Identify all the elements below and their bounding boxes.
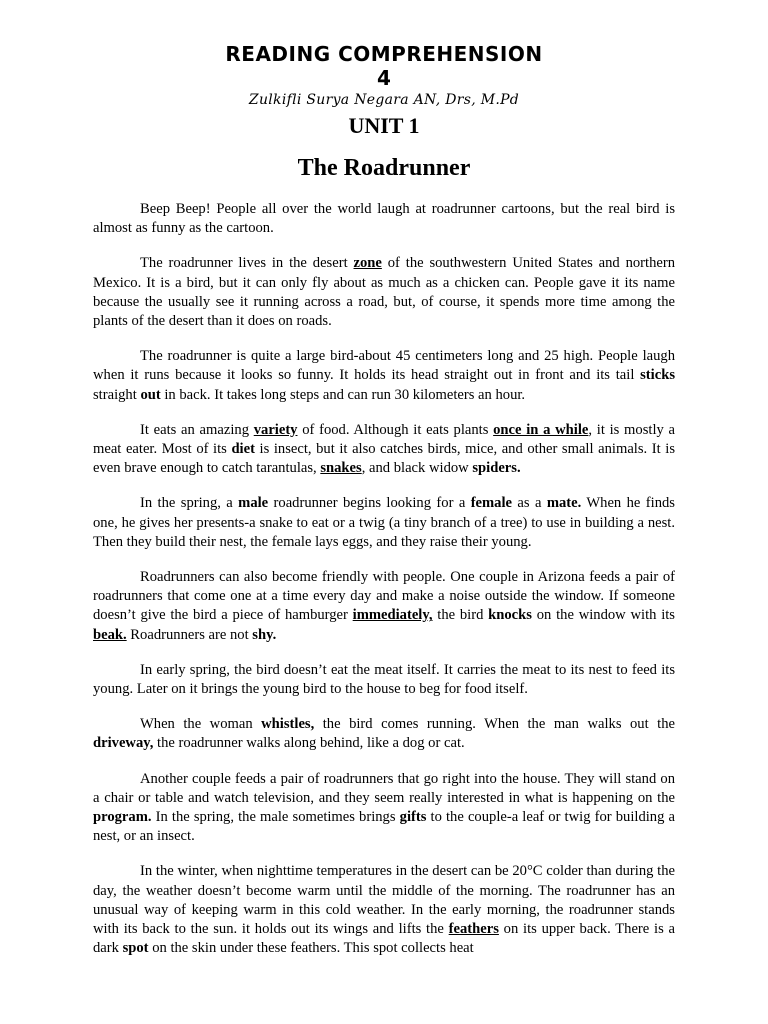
paragraph-text: In the spring, a	[140, 495, 239, 512]
paragraph-text: the roadrunner walks along behind, like a dog or cat.	[153, 735, 465, 752]
vocabulary-word: female	[470, 495, 513, 512]
vocabulary-word: mate.	[546, 495, 582, 512]
paragraph	[93, 421, 675, 479]
paragraph	[93, 494, 675, 552]
vocabulary-word: sticks	[640, 367, 675, 384]
paragraph	[93, 715, 675, 753]
paragraph-text: straight	[93, 386, 141, 403]
vocabulary-word: diet	[231, 441, 255, 458]
paragraph-text: The roadrunner lives in the desert	[140, 255, 354, 272]
vocabulary-word: male	[238, 495, 269, 512]
reading-passage	[93, 200, 675, 975]
paragraph-text: Roadrunners can also become friendly with people. One couple in Arizona feeds a pair of roadrunners that come one at a time every day and make a noise outside the window. If someone doesn’t give the bird a piece of hamburger	[93, 569, 675, 624]
vocabulary-word: variety	[253, 421, 298, 438]
paragraph-text: In early spring, the bird doesn’t eat the meat itself. It carries the meat to its nest to feed its young. Later on it brings the young bird to the house to beg for food itself.	[93, 661, 675, 698]
vocabulary-word: spiders.	[472, 460, 521, 477]
paragraph-text: , and black widow	[361, 460, 473, 477]
vocabulary-word: knocks	[488, 607, 532, 624]
paragraph-text: of the southwestern United States and northern Mexico. It is a bird, but it can only fly about as much as a chicken can. People gave it its name because the usually see it running across a road, but, of course, it spends more time among the plants of the desert than it does on roads.	[93, 255, 676, 330]
paragraph	[93, 661, 675, 699]
vocabulary-word: once in a while	[493, 421, 589, 438]
course-number: 4	[377, 66, 391, 90]
vocabulary-word: driveway,	[93, 735, 154, 752]
paragraph	[93, 200, 675, 238]
vocabulary-word: snakes	[320, 460, 362, 477]
paragraph-text: When he finds one, he gives her presents-a snake to eat or a twig (a tiny branch of a tree) to use in building a nest. Then they build their nest, the female lays eggs, and they raise their young.	[93, 495, 675, 550]
vocabulary-word: shy.	[252, 626, 277, 643]
paragraph-text: Another couple feeds a pair of roadrunners that go right into the house. They will stand on a chair or table and watch television, and they seem really interested in what is happening on the	[93, 770, 675, 806]
paragraph	[93, 770, 675, 847]
paragraph-text: It eats an amazing	[140, 421, 254, 438]
paragraph-text: is insect, but it also catches birds, mice, and other small animals. It is even brave enough to catch tarantulas,	[93, 441, 675, 477]
unit-heading: UNIT 1	[348, 113, 420, 138]
vocabulary-word: whistles,	[261, 716, 315, 733]
vocabulary-word: zone	[353, 255, 382, 272]
paragraph-text: Roadrunners are not	[126, 626, 253, 643]
vocabulary-word: spot	[122, 940, 149, 957]
paragraph-text: The roadrunner is quite a large bird-about 45 centimeters long and 25 high. People laugh when it runs because it looks so funny. It holds its head straight out in front and its tail	[93, 348, 675, 384]
vocabulary-word: out	[140, 386, 161, 403]
vocabulary-word: gifts	[399, 809, 427, 826]
paragraph-text: on the skin under these feathers. This spot collects heat	[148, 940, 474, 957]
paragraph	[93, 862, 675, 958]
vocabulary-word: program.	[93, 809, 152, 826]
paragraph-text: When the woman	[140, 716, 262, 733]
paragraph-text: roadrunner begins looking for a	[268, 495, 471, 512]
paragraph-text: In the spring, the male sometimes brings	[151, 809, 400, 826]
course-title: READING COMPREHENSION	[225, 42, 543, 66]
paragraph-text: on its upper back. There is a dark	[93, 921, 675, 957]
paragraph-text: to the couple-a leaf or twig for building a nest, or an insect.	[93, 809, 675, 845]
vocabulary-word: beak.	[93, 626, 127, 643]
author-line: Zulkifli Surya Negara AN, Drs, M.Pd	[248, 92, 520, 108]
paragraph-text: as a	[512, 495, 547, 512]
paragraph-text: of food. Although it eats plants	[297, 421, 494, 438]
paragraph	[93, 347, 675, 405]
paragraph-text: the bird comes running. When the man walks out the	[314, 716, 675, 733]
vocabulary-word: immediately,	[352, 607, 433, 624]
paragraph-text: , it is mostly a meat eater. Most of its	[93, 421, 675, 458]
paragraph-text: the bird	[432, 607, 489, 624]
paragraph	[93, 254, 675, 331]
paragraph-text: in back. It takes long steps and can run 30 kilometers an hour.	[160, 386, 526, 403]
story-title: The Roadrunner	[297, 155, 471, 181]
paragraph-text: In the winter, when nighttime temperatures in the desert can be 20°C colder than during the day, the weather doesn’t become warm until the middle of the morning. The roadrunner has an unusual way of keeping warm in this cold weather. In the early morning, the roadrunner stands with its back to the sun. it holds out its wings and lifts the	[93, 863, 675, 938]
paragraph-text: on the window with its	[531, 607, 675, 624]
paragraph	[93, 568, 675, 645]
paragraph-text: Beep Beep! People all over the world laugh at roadrunner cartoons, but the real bird is almost as funny as the cartoon.	[93, 201, 675, 237]
vocabulary-word: feathers	[448, 921, 499, 938]
